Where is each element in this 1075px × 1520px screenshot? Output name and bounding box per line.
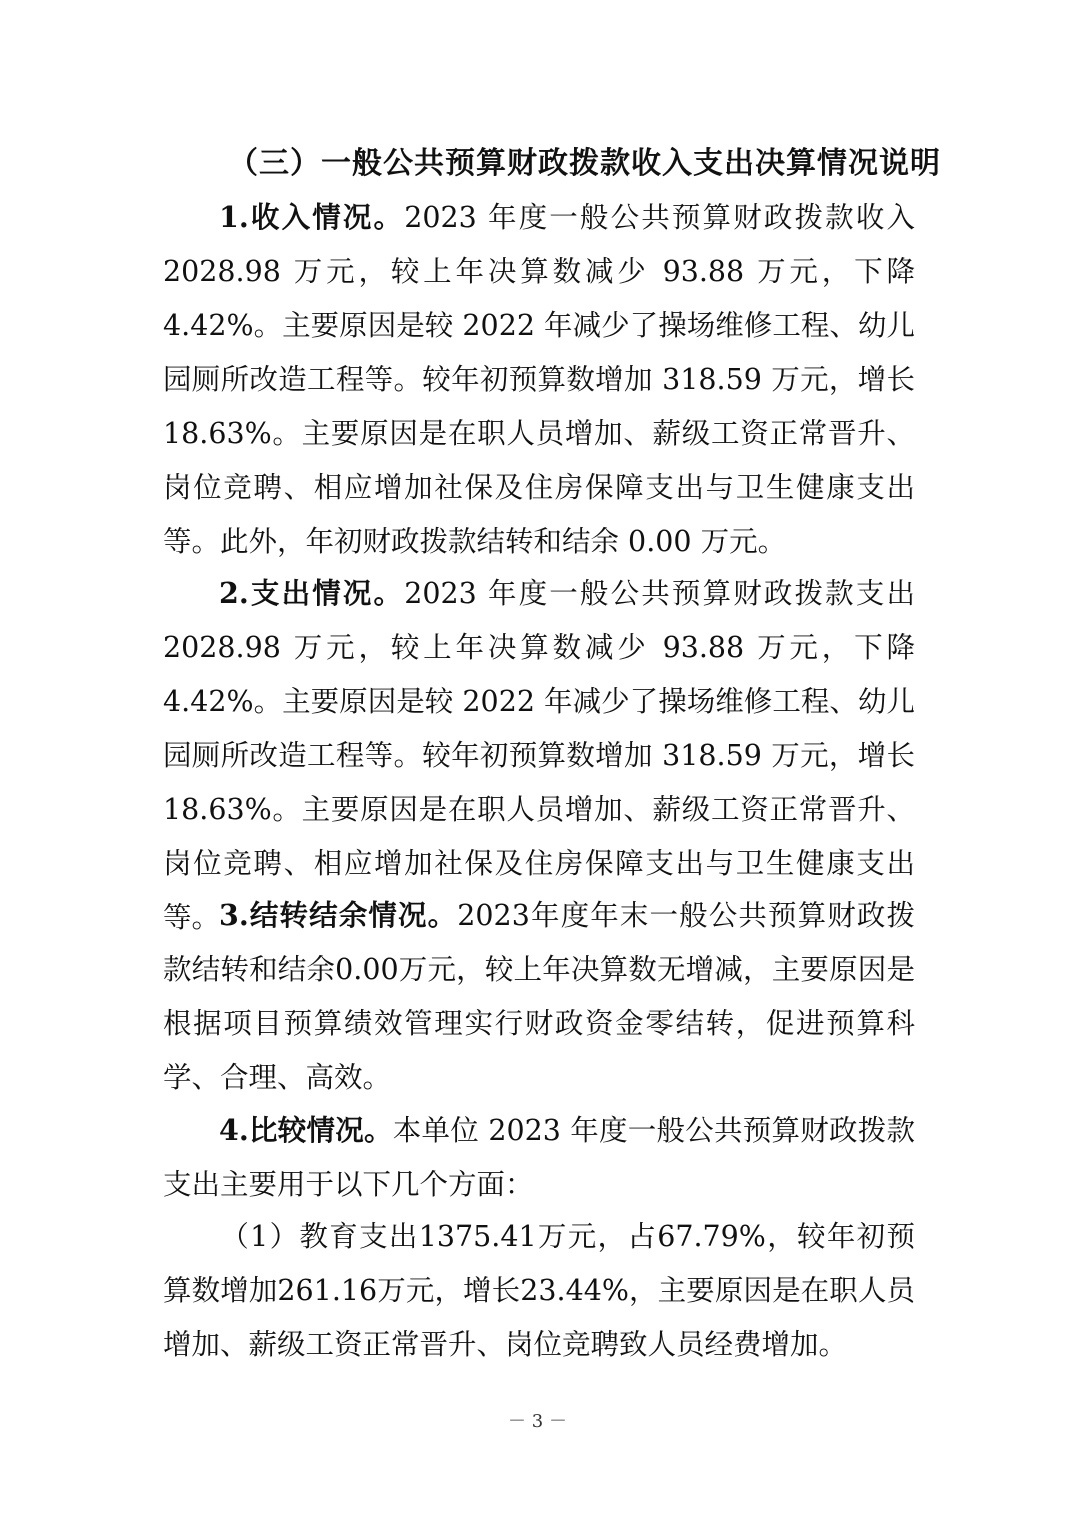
paragraph-lead: 1.收入情况。 <box>219 200 405 234</box>
paragraph-income <box>163 190 915 569</box>
paragraph-text: （1）教育支出1375.41万元，占67.79%，较年初预算数增加261.16万元，增长23.44%，主要原因是在职人员增加、薪级工资正常晋升、岗位竞聘致人员经费增加。 <box>163 1220 915 1361</box>
paragraph-carryover <box>163 888 915 1105</box>
paragraph-text: 2023年度年末一般公共预算财政拨款结转和结余0.00万元，较上年决算数无增减，主要原因是根据项目预算绩效管理实行财政资金零结转，促进预算科学、合理、高效。 <box>163 899 916 1094</box>
paragraph-lead: 4.比较情况。 <box>219 1113 393 1147</box>
paragraph-comparison <box>163 1103 915 1212</box>
paragraph-text: 2023 年度一般公共预算财政拨款收入 2028.98 万元，较上年决算数减少 93.88 万元，下降 4.42%。主要原因是较 2022 年减少了操场维修工程、幼儿园厕所改造工程等。较年初预算数增加 318.59 万元，增长 18.63%。主要原因是在职人员增加、薪级工资正常晋升、岗位竞聘、相应增加社保及住房保障支出与卫生健康支出等。此外，年初财政拨款结转和结余 0.00 万元。 <box>163 201 915 558</box>
paragraph-lead: 2.支出情况。 <box>219 576 405 610</box>
paragraph-text: 2023 年度一般公共预算财政拨款支出 2028.98 万元，较上年决算数减少 93.88 万元，下降 4.42%。主要原因是较 2022 年减少了操场维修工程、幼儿园厕所改造工程等。较年初预算数增加 318.59 万元，增长 18.63%。主要原因是在职人员增加、薪级工资正常晋升、岗位竞聘、相应增加社保及住房保障支出与卫生健康支出等。 <box>163 577 915 934</box>
page-number: － 3 － <box>508 1411 567 1432</box>
paragraph-lead: 3.结转结余情况。 <box>219 898 458 932</box>
paragraph-text: 本单位 2023 年度一般公共预算财政拨款支出主要用于以下几个方面： <box>163 1114 915 1201</box>
section-heading: （三）一般公共预算财政拨款收入支出决算情况说明 <box>228 146 941 181</box>
paragraph-item-education <box>163 1210 915 1372</box>
